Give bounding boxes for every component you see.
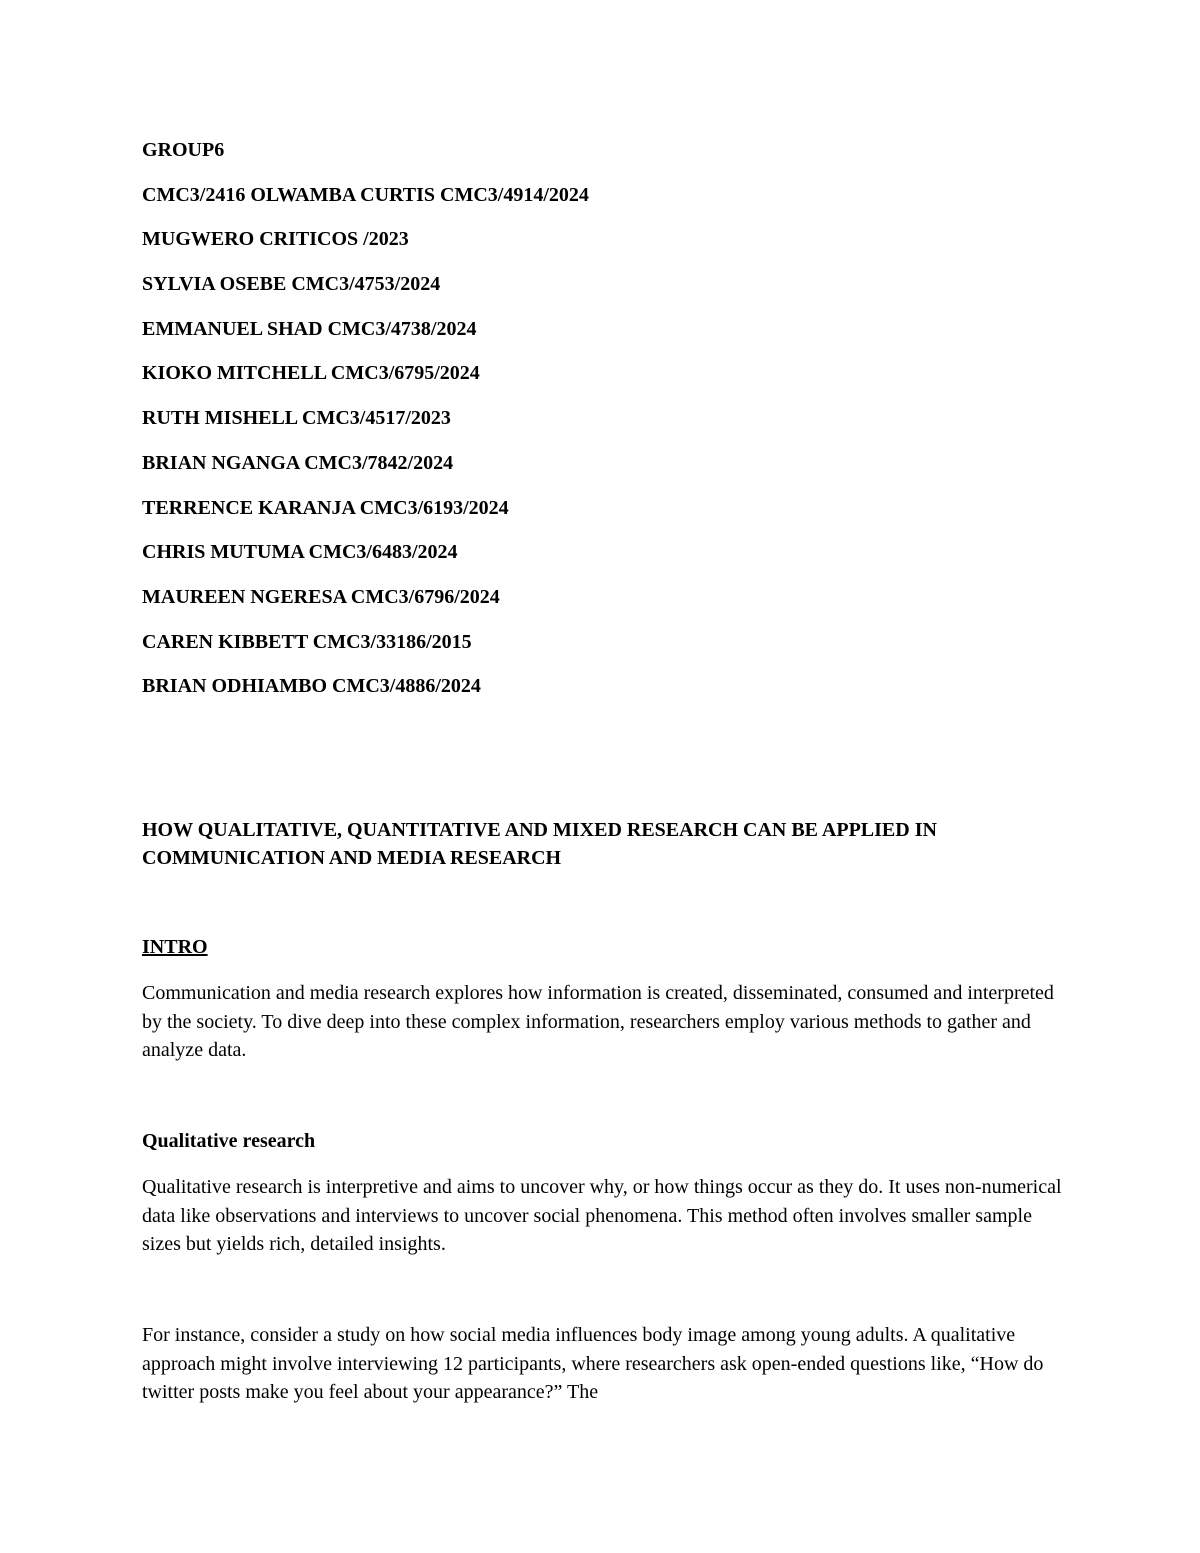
intro-heading: INTRO (142, 936, 208, 958)
member-line: RUTH MISHELL CMC3/4517/2023 (142, 407, 451, 430)
member-line: CMC3/2416 OLWAMBA CURTIS CMC3/4914/2024 (142, 183, 589, 206)
member-line: BRIAN NGANGA CMC3/7842/2024 (142, 451, 454, 474)
member-line: CAREN KIBBETT CMC3/33186/2015 (142, 630, 472, 653)
qualitative-heading: Qualitative research (142, 1130, 316, 1152)
member-line: KIOKO MITCHELL CMC3/6795/2024 (142, 362, 480, 385)
group-member-list (142, 138, 1062, 719)
member-line: MUGWERO CRITICOS /2023 (142, 228, 409, 251)
member-line: BRIAN ODHIAMBO CMC3/4886/2024 (142, 675, 481, 698)
member-line: SYLVIA OSEBE CMC3/4753/2024 (142, 273, 441, 296)
member-line: EMMANUEL SHAD CMC3/4738/2024 (142, 317, 477, 340)
member-line: TERRENCE KARANJA CMC3/6193/2024 (142, 496, 509, 519)
intro-paragraph: Communication and media research explores how information is created, disseminated, consumed and interpreted by the society. To dive deep into these complex information, researchers employ various methods to gather and analyze data. (142, 982, 1054, 1062)
qualitative-paragraph: Qualitative research is interpretive and aims to uncover why, or how things occur as they do. It uses non-numerical data like observations and interviews to uncover social phenomena. This method often involves smaller sample sizes but yields rich, detailed insights. (142, 1176, 1062, 1256)
example-paragraph: For instance, consider a study on how social media influences body image among young adults. A qualitative approach might involve interviewing 12 participants, where researchers ask open-ended questions like, “How do twitter posts make you feel about your appearance?” The (142, 1324, 1044, 1404)
member-line: CHRIS MUTUMA CMC3/6483/2024 (142, 541, 458, 564)
document-title: HOW QUALITATIVE, QUANTITATIVE AND MIXED RESEARCH CAN BE APPLIED IN COMMUNICATION AND MEDIA RESEARCH (142, 819, 937, 869)
group-name: GROUP6 (142, 139, 225, 161)
member-line: MAUREEN NGERESA CMC3/6796/2024 (142, 585, 500, 608)
